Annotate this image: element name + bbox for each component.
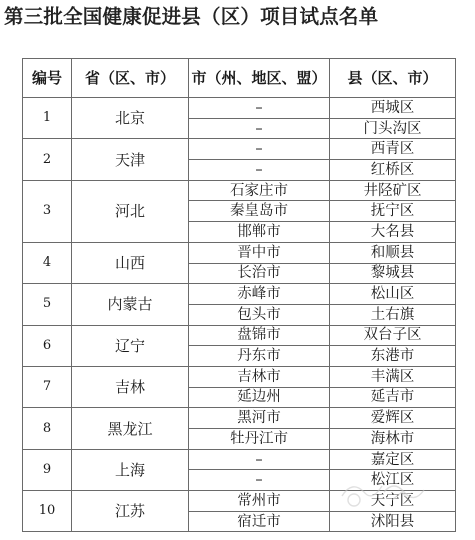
cell-county: 爱辉区	[330, 408, 456, 429]
table-row	[23, 408, 456, 429]
cell-number: 8	[23, 408, 72, 449]
table-row	[23, 325, 456, 346]
cell-number: 6	[23, 325, 72, 366]
table-row	[23, 449, 456, 470]
cell-number: 5	[23, 284, 72, 325]
cell-county: 东港市	[330, 346, 456, 367]
cell-county: 松江区	[330, 470, 456, 491]
cell-city: 包头市	[189, 304, 330, 325]
cell-province: 北京	[72, 98, 189, 139]
cell-number: 1	[23, 98, 72, 139]
header-city: 市（州、地区、盟）	[189, 59, 330, 98]
cell-number: 10	[23, 491, 72, 532]
cell-city: 石家庄市	[189, 180, 330, 201]
cell-province: 内蒙古	[72, 284, 189, 325]
cell-province: 辽宁	[72, 325, 189, 366]
cell-city: 盘锦市	[189, 325, 330, 346]
cell-county: 沭阳县	[330, 511, 456, 532]
cell-city: –	[189, 139, 330, 160]
cell-county: 和顺县	[330, 242, 456, 263]
cell-city: 黑河市	[189, 408, 330, 429]
cell-county: 门头沟区	[330, 118, 456, 139]
table-row	[23, 491, 456, 512]
cell-city: –	[189, 118, 330, 139]
cell-county: 西城区	[330, 98, 456, 119]
cell-number: 2	[23, 139, 72, 180]
cell-city: 晋中市	[189, 242, 330, 263]
cell-province: 山西	[72, 242, 189, 283]
cell-county: 延吉市	[330, 387, 456, 408]
table-body	[23, 98, 456, 532]
cell-province: 天津	[72, 139, 189, 180]
cell-county: 土右旗	[330, 304, 456, 325]
table-row	[23, 284, 456, 305]
cell-city: –	[189, 160, 330, 181]
cell-county: 井陉矿区	[330, 180, 456, 201]
header-county: 县（区、市）	[330, 59, 456, 98]
cell-county: 丰满区	[330, 366, 456, 387]
cell-city: 吉林市	[189, 366, 330, 387]
cell-county: 松山区	[330, 284, 456, 305]
table-row	[23, 242, 456, 263]
header-province: 省（区、市）	[72, 59, 189, 98]
cell-city: 秦皇岛市	[189, 201, 330, 222]
table-row	[23, 98, 456, 119]
cell-province: 江苏	[72, 491, 189, 532]
cell-county: 嘉定区	[330, 449, 456, 470]
cell-city: 常州市	[189, 491, 330, 512]
cell-number: 9	[23, 449, 72, 490]
cell-county: 大名县	[330, 222, 456, 243]
cell-city: –	[189, 98, 330, 119]
cell-county: 抚宁区	[330, 201, 456, 222]
cell-city: –	[189, 449, 330, 470]
pilot-list-table	[22, 58, 456, 532]
cell-city: 长治市	[189, 263, 330, 284]
cell-county: 双台子区	[330, 325, 456, 346]
cell-number: 3	[23, 180, 72, 242]
cell-province: 河北	[72, 180, 189, 242]
cell-province: 上海	[72, 449, 189, 490]
page-title: 第三批全国健康促进县（区）项目试点名单	[4, 5, 379, 28]
cell-province: 吉林	[72, 366, 189, 407]
cell-city: 宿迁市	[189, 511, 330, 532]
cell-city: 牡丹江市	[189, 429, 330, 450]
cell-city: 延边州	[189, 387, 330, 408]
table-row	[23, 180, 456, 201]
cell-number: 4	[23, 242, 72, 283]
cell-number: 7	[23, 366, 72, 407]
table-row	[23, 139, 456, 160]
cell-county: 天宁区	[330, 491, 456, 512]
cell-county: 红桥区	[330, 160, 456, 181]
cell-county: 海林市	[330, 429, 456, 450]
cell-county: 西青区	[330, 139, 456, 160]
cell-city: 丹东市	[189, 346, 330, 367]
cell-city: 邯郸市	[189, 222, 330, 243]
header-number: 编号	[23, 59, 72, 98]
table-row	[23, 366, 456, 387]
cell-county: 黎城县	[330, 263, 456, 284]
cell-city: –	[189, 470, 330, 491]
cell-province: 黑龙江	[72, 408, 189, 449]
cell-city: 赤峰市	[189, 284, 330, 305]
table-header-row	[23, 59, 456, 98]
